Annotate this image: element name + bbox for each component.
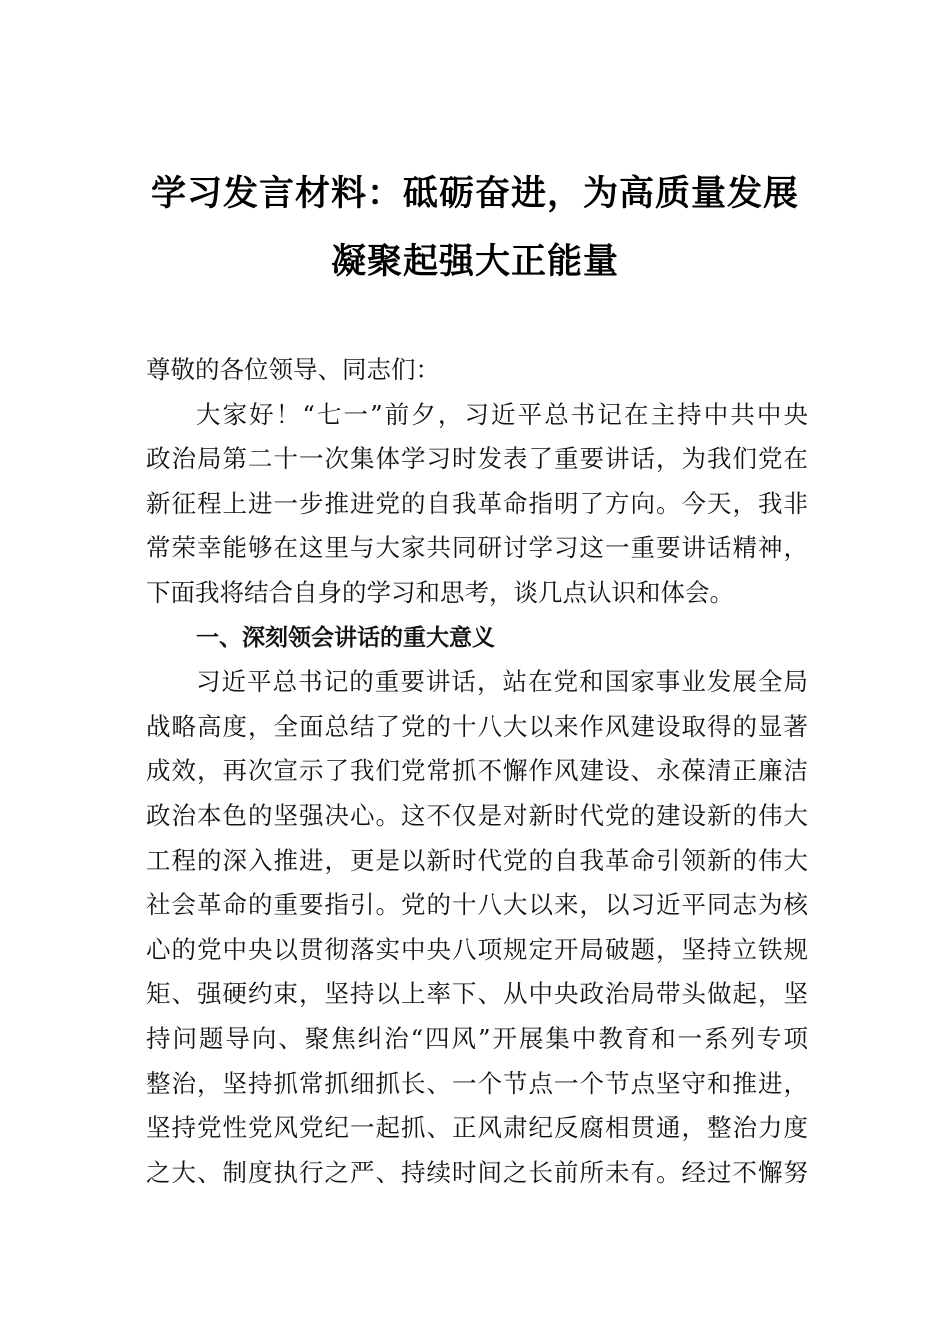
section-1-line: 之大、制度执行之严、持续时间之长前所未有。经过不懈努: [146, 1157, 808, 1187]
section-1-line: 社会革命的重要指引。党的十八大以来，以习近平同志为核: [146, 890, 808, 920]
section-1-line: 持问题导向、聚焦纠治“四风”开展集中教育和一系列专项: [146, 1023, 808, 1053]
document-body: [146, 348, 808, 1195]
intro-line: 新征程上进一步推进党的自我革命指明了方向。今天，我非: [146, 488, 808, 518]
intro-line: 政治局第二十一次集体学习时发表了重要讲话，为我们党在: [146, 444, 808, 474]
document-title-line-2: 凝聚起强大正能量: [330, 241, 619, 282]
section-1-line: 心的党中央以贯彻落实中央八项规定开局破题，坚持立铁规: [146, 934, 808, 964]
section-1-line: 矩、强硬约束，坚持以上率下、从中央政治局带头做起，坚: [146, 979, 808, 1009]
intro-line: 下面我将结合自身的学习和思考，谈几点认识和体会。: [146, 577, 734, 607]
intro-line: 大家好！“七一”前夕，习近平总书记在主持中共中央: [196, 399, 808, 429]
section-1-line: 成效，再次宣示了我们党常抓不懈作风建设、永葆清正廉洁: [146, 756, 808, 786]
section-1-line: 习近平总书记的重要讲话，站在党和国家事业发展全局: [196, 667, 808, 697]
document-title-line-1: 学习发言材料：砥砺奋进，为高质量发展: [150, 173, 799, 214]
salutation: 尊敬的各位领导、同志们：: [146, 355, 440, 384]
section-1-line: 政治本色的坚强决心。这不仅是对新时代党的建设新的伟大: [146, 800, 808, 830]
section-1-heading: 一、深刻领会讲话的重大意义: [196, 624, 495, 651]
intro-line: 常荣幸能够在这里与大家共同研讨学习这一重要讲话精神，: [146, 533, 808, 563]
section-1-line: 坚持党性党风党纪一起抓、正风肃纪反腐相贯通，整治力度: [146, 1113, 808, 1143]
section-1-line: 战略高度，全面总结了党的十八大以来作风建设取得的显著: [146, 711, 808, 741]
section-1-line: 工程的深入推进，更是以新时代党的自我革命引领新的伟大: [146, 845, 808, 875]
section-1-line: 整治，坚持抓常抓细抓长、一个节点一个节点坚守和推进，: [146, 1068, 808, 1098]
